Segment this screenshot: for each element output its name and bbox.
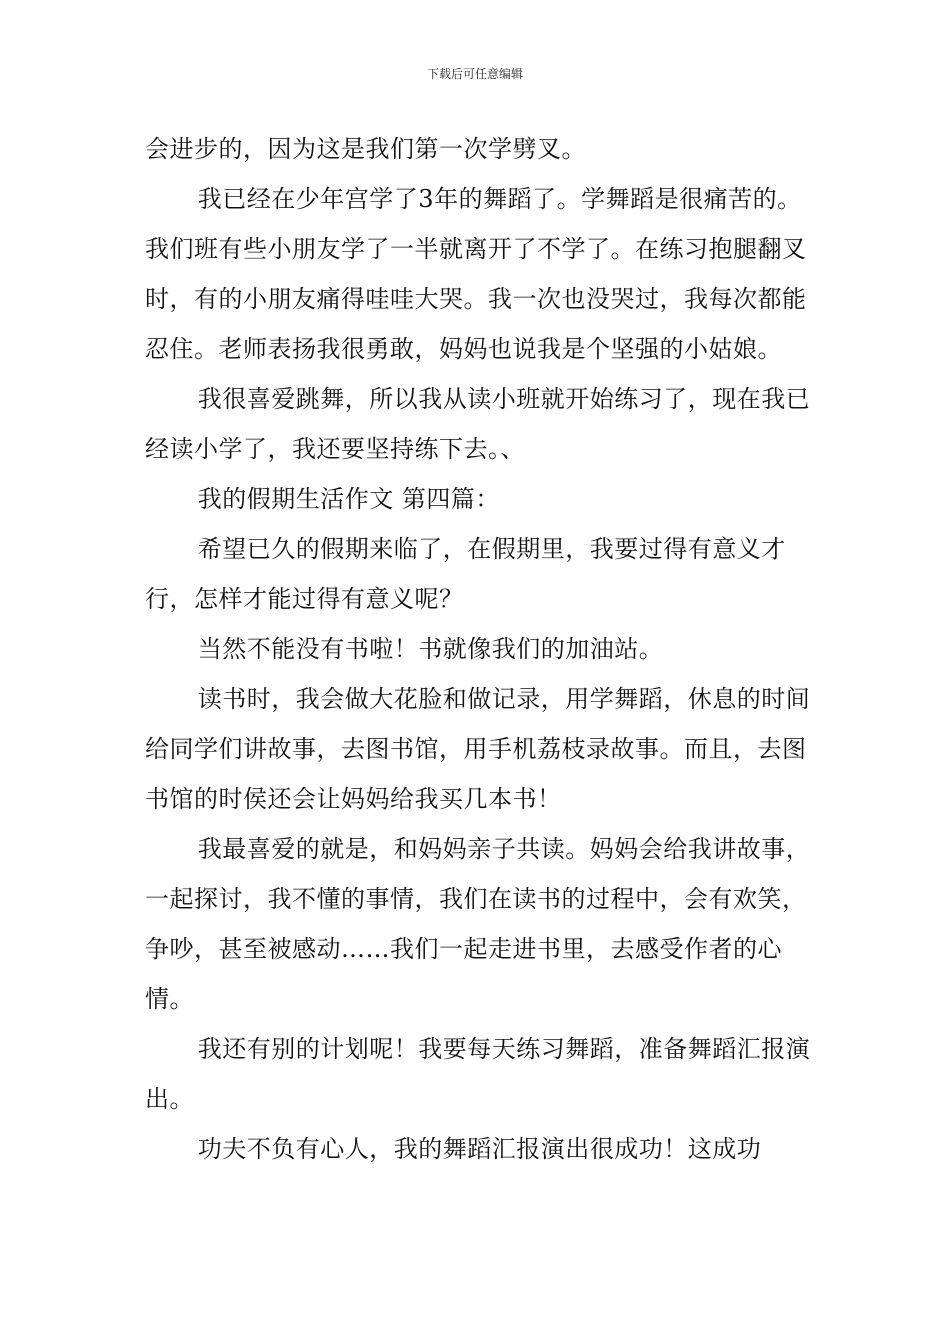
paragraph: 读书时，我会做大花脸和做记录，用学舞蹈，休息的时间给同学们讲故事，去图书馆，用手机荔枝录故事。而且，去图书馆的时侯还会让妈妈给我买几本书！	[145, 685, 811, 813]
body-text	[145, 124, 813, 1174]
paragraph: 我还有别的计划呢！我要每天练习舞蹈，准备舞蹈汇报演出。	[145, 1035, 811, 1113]
paragraph: 当然不能没有书啦！书就像我们的加油站。	[197, 635, 664, 663]
paragraph: 我最喜爱的就是，和妈妈亲子共读。妈妈会给我讲故事，一起探讨，我不懂的事情，我们在读书的过程中，会有欢笑，争吵，甚至被感动……我们一起走进书里，去感受作者的心情。	[145, 835, 811, 1013]
paragraph: 我已经在少年宫学了3年的舞蹈了。学舞蹈是很痛苦的。我们班有些小朋友学了一半就离开了不学了。在练习抱腿翻叉时，有的小朋友痛得哇哇大哭。我一次也没哭过，我每次都能忍住。老师表扬我很勇敢，妈妈也说我是个坚强的小姑娘。	[145, 185, 807, 363]
paragraph: 希望已久的假期来临了，在假期里，我要过得有意义才行，怎样才能过得有意义呢？	[145, 535, 786, 613]
paragraph: 功夫不负有心人，我的舞蹈汇报演出很成功！这成功	[197, 1135, 762, 1163]
paragraph: 我很喜爱跳舞，所以我从读小班就开始练习了，现在我已经读小学了，我还要坚持练下去。、	[145, 385, 811, 463]
section-heading: 我的假期生活作文 第四篇：	[197, 485, 500, 513]
paragraph: 会进步的，因为这是我们第一次学劈叉。	[145, 135, 586, 163]
page-header: 下载后可任意编辑	[426, 67, 523, 81]
